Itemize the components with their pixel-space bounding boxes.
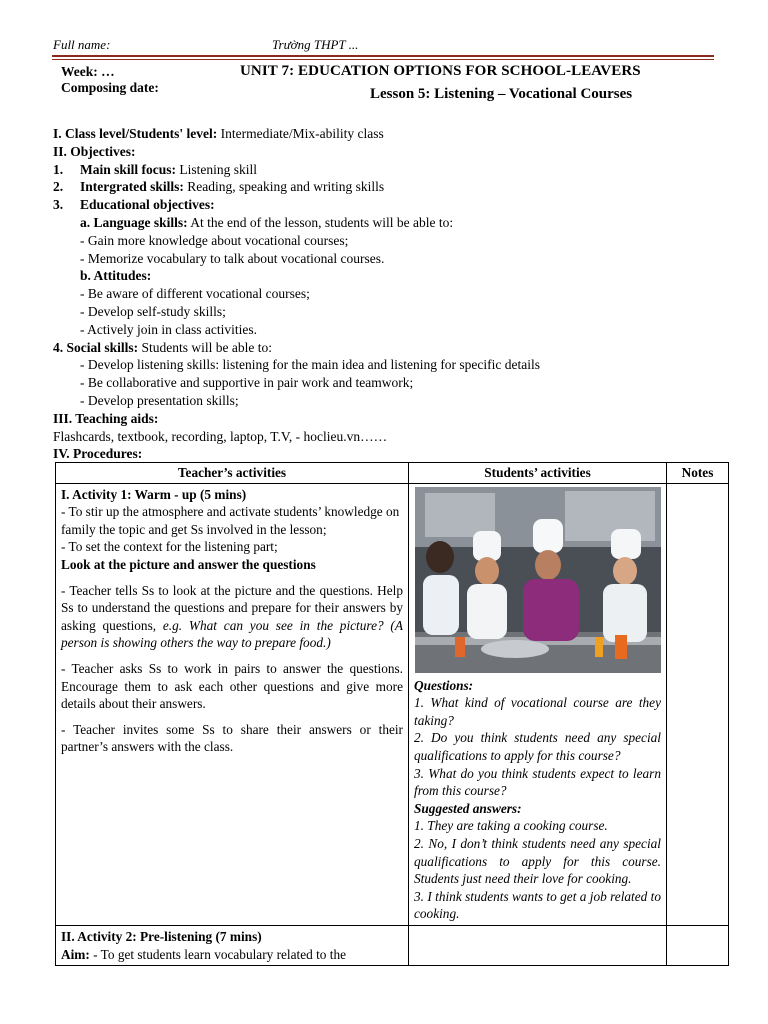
teaching-aids-heading: III. Teaching aids:: [53, 410, 159, 426]
activity-2-teacher-cell: [56, 925, 409, 965]
objective-3: [53, 196, 713, 214]
composing-date-label: Composing date:: [61, 80, 159, 95]
activity-1-students-cell: [409, 483, 667, 925]
activity-2-notes-cell: [667, 925, 729, 965]
social-skills-line: [53, 339, 713, 357]
questions-heading: Questions:: [414, 677, 474, 693]
table-header-row: [56, 463, 729, 484]
list-item: - Memorize vocabulary to talk about vocational courses.: [80, 250, 385, 266]
activity-1-aim: - To stir up the atmosphere and activate students’ knowledge on family the topic and get Ss involved in the lesson;: [61, 504, 400, 537]
objective-1-label: Main skill focus:: [80, 161, 177, 177]
procedures-table: [55, 462, 729, 966]
step-1-text: - Teacher tells Ss to look at the picture and the questions. Help Ss to understand the questions and prepare for their answers by asking questions,: [61, 582, 403, 633]
class-level-label: I. Class level/Students' level:: [53, 126, 218, 141]
table-row: [56, 925, 729, 965]
activity-1-notes-cell: [667, 483, 729, 925]
step-1-example: e.g. What can you see in the picture? (A person is showing others the way to prepare food.): [61, 617, 403, 651]
objective-2: [53, 178, 713, 196]
answer-item: 2. No, I don’t think students need any special qualifications to apply for this course. Students just need their love for cooking.: [414, 835, 661, 887]
teaching-aids-value: Flashcards, textbook, recording, laptop, T.V, - hoclieu.vn……: [53, 428, 388, 444]
objective-1: [53, 161, 713, 179]
full-name-label: Full name:: [53, 37, 111, 52]
plan-body: [53, 125, 713, 463]
activity-1-step-1: [61, 582, 403, 652]
question-item: 3. What do you think students expect to learn from this course?: [414, 765, 661, 799]
activity-1-aim: - To set the context for the listening part;: [61, 539, 278, 555]
week-block: [61, 64, 159, 96]
language-skills-line: [53, 214, 713, 232]
list-item: - Develop listening skills: listening for the main idea and listening for specific details: [80, 357, 541, 373]
activity-1-step-2: - Teacher asks Ss to work in pairs to answer the questions. Encourage them to ask each other questions and give more details about their answers.: [61, 660, 403, 712]
objective-2-number: 2.: [53, 179, 64, 195]
list-item: - Develop self-study skills;: [80, 303, 226, 319]
attitudes-label: b. Attitudes:: [80, 268, 152, 284]
notes-header: Notes: [667, 463, 729, 484]
list-item: - Develop presentation skills;: [80, 392, 239, 408]
list-item: - Gain more knowledge about vocational courses;: [80, 232, 349, 248]
activity-1-task: Look at the picture and answer the questions: [61, 556, 316, 572]
answers-heading: Suggested answers:: [414, 800, 522, 816]
question-item: 2. Do you think students need any special qualifications to apply for this course?: [414, 730, 661, 763]
activity-2-aim-label: Aim:: [61, 946, 90, 962]
list-item: - Be aware of different vocational courses;: [80, 286, 310, 302]
table-row: [56, 483, 729, 925]
answer-item: 3. I think students wants to get a job related to cooking.: [414, 888, 661, 922]
header-rule: [52, 55, 714, 57]
class-level-value: Intermediate/Mix-ability class: [220, 126, 384, 141]
objective-2-label: Intergrated skills:: [80, 179, 184, 195]
objective-3-number: 3.: [53, 197, 64, 213]
activity-2-students-cell: [409, 925, 667, 965]
language-skills-value: At the end of the lesson, students will be able to:: [190, 214, 454, 230]
activity-1-title: I. Activity 1: Warm - up (5 mins): [61, 486, 247, 502]
activity-1-step-3: - Teacher invites some Ss to share their answers or their partner’s answers with the class.: [61, 721, 403, 755]
unit-title: UNIT 7: EDUCATION OPTIONS FOR SCHOOL-LEAVERS: [240, 63, 641, 79]
objective-2-value: Reading, speaking and writing skills: [187, 179, 385, 195]
objectives-heading: II. Objectives:: [53, 143, 136, 159]
list-item: - Actively join in class activities.: [80, 321, 257, 337]
school-name: Trường THPT ...: [272, 37, 359, 52]
header-rule-thin: [52, 59, 714, 60]
answer-item: 1. They are taking a cooking course.: [414, 818, 608, 834]
lesson-title: Lesson 5: Listening – Vocational Courses: [370, 86, 633, 102]
teacher-activities-header: Teacher’s activities: [56, 463, 409, 484]
list-item: - Be collaborative and supportive in pair work and teamwork;: [80, 375, 414, 391]
activity-2-aim-value: - To get students learn vocabulary related to the: [93, 946, 346, 962]
activity-2-title: II. Activity 2: Pre-listening (7 mins): [61, 928, 262, 944]
question-item: 1. What kind of vocational course are they taking?: [414, 695, 661, 728]
objective-1-number: 1.: [53, 161, 64, 177]
objective-1-value: Listening skill: [179, 161, 258, 177]
language-skills-label: a. Language skills:: [80, 214, 188, 230]
procedures-heading: IV. Procedures:: [53, 446, 143, 462]
social-skills-label: 4. Social skills:: [53, 339, 139, 355]
activity-1-teacher-cell: [56, 483, 409, 925]
cooking-class-photo: [415, 487, 661, 673]
social-skills-value: Students will be able to:: [141, 339, 273, 355]
week-label: Week: …: [61, 64, 115, 79]
objective-3-label: Educational objectives:: [80, 197, 215, 213]
students-activities-header: Students’ activities: [409, 463, 667, 484]
activity-2-aim-line: [61, 946, 403, 964]
class-level-line: [53, 125, 713, 143]
